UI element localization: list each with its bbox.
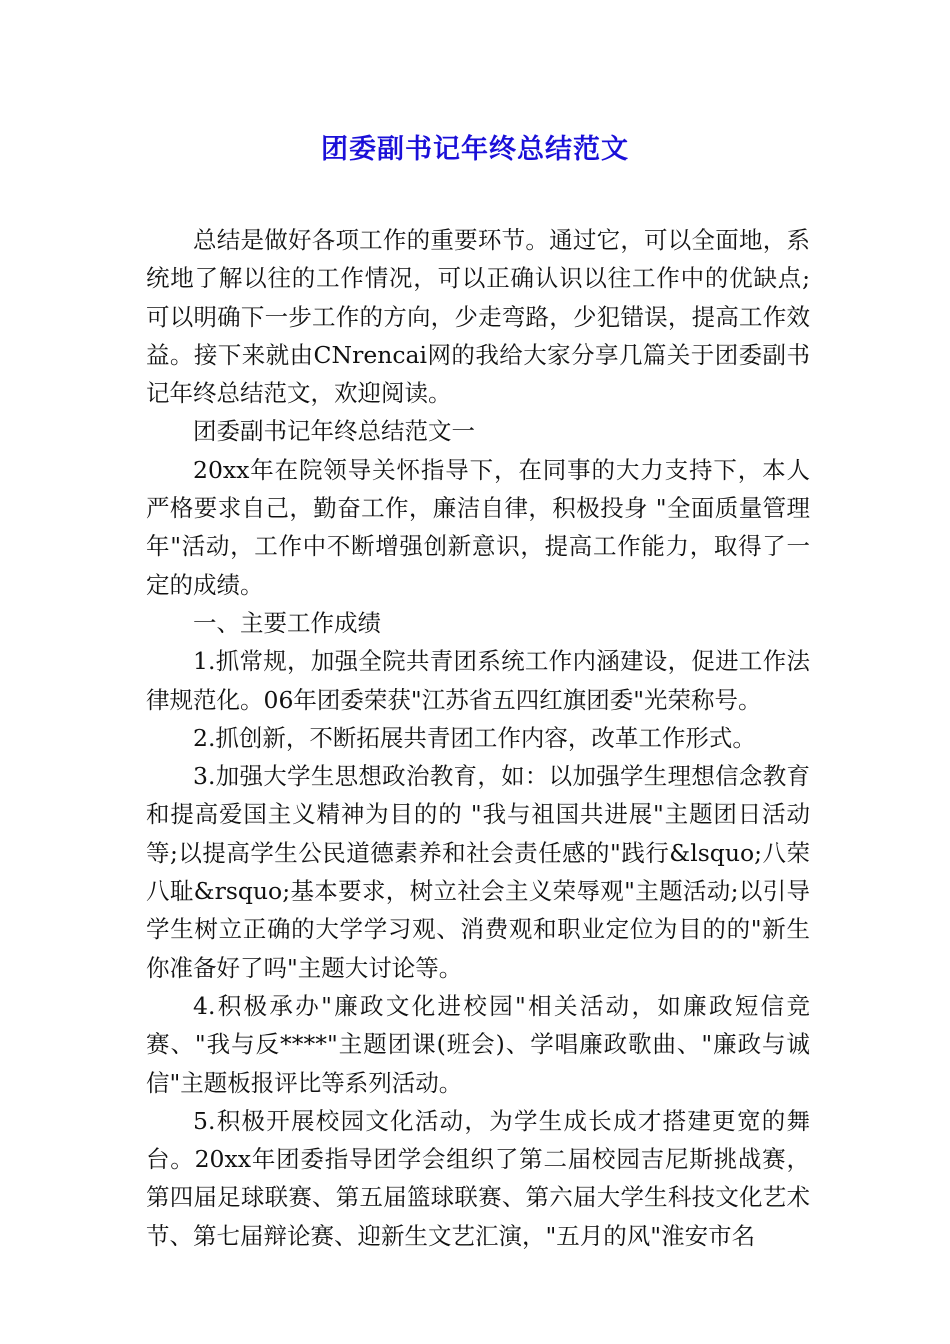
section-heading: 一、主要工作成绩	[193, 608, 381, 637]
document-body	[146, 221, 810, 1255]
paragraph-subtitle: 团委副书记年终总结范文一	[193, 417, 475, 446]
paragraph-item-4: 4.积极承办"廉政文化进校园"相关活动，如廉政短信竞赛、"我与反****"主题团课(班会)、学唱廉政歌曲、"廉政与诚信"主题板报评比等系列活动。	[146, 991, 810, 1097]
paragraph-item-5: 5.积极开展校园文化活动，为学生成长成才搭建更宽的舞台。20xx年团委指导团学会组织了第二届校园吉尼斯挑战赛，第四届足球联赛、第五届篮球联赛、第六届大学生科技文化艺术节、第七届辩论赛、迎新生文艺汇演，"五月的风"淮安市名	[146, 1106, 810, 1250]
paragraph-overview: 20xx年在院领导关怀指导下，在同事的大力支持下，本人严格要求自己，勤奋工作，廉洁自律，积极投身 "全面质量管理年"活动，工作中不断增强创新意识，提高工作能力，取得了一定的成绩。	[146, 455, 810, 599]
paragraph-item-3: 3.加强大学生思想政治教育，如：以加强学生理想信念教育和提高爱国主义精神为目的的 "我与祖国共进展"主题团日活动等;以提高学生公民道德素养和社会责任感的"践行&lsquo;八荣八耻&rsquo;基本要求，树立社会主义荣辱观"主题活动;以引导学生树立正确的大学学习观、消费观和职业定位为目的的"新生你准备好了吗"主题大讨论等。	[146, 762, 810, 982]
paragraph-intro: 总结是做好各项工作的重要环节。通过它，可以全面地，系统地了解以往的工作情况，可以正确认识以往工作中的优缺点;可以明确下一步工作的方向，少走弯路，少犯错误，提高工作效益。接下来就由CNrencai网的我给大家分享几篇关于团委副书记年终总结范文，欢迎阅读。	[146, 226, 810, 408]
paragraph-item-1: 1.抓常规，加强全院共青团系统工作内涵建设，促进工作法律规范化。06年团委荣获"江苏省五四红旗团委"光荣称号。	[146, 647, 810, 714]
paragraph-item-2: 2.抓创新，不断拓展共青团工作内容，改革工作形式。	[193, 723, 756, 752]
document-title: 团委副书记年终总结范文	[321, 134, 629, 165]
